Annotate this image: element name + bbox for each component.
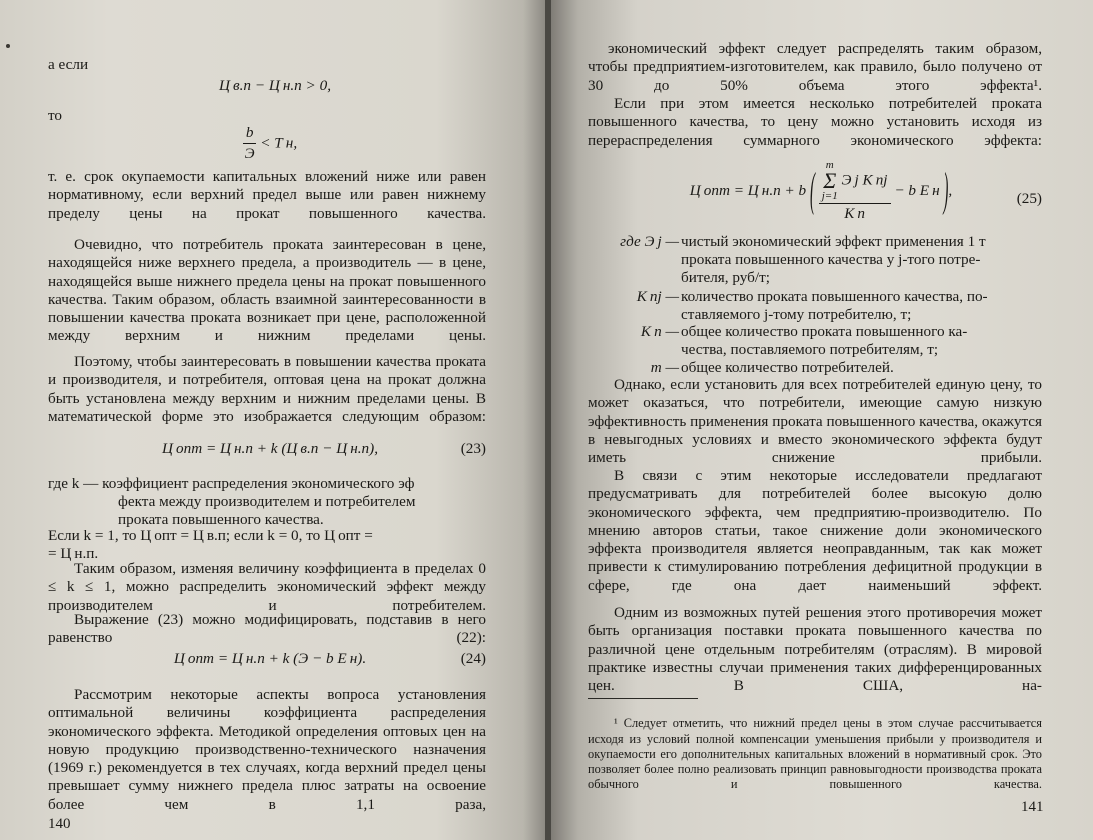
- def-sym-m: m —: [650, 359, 679, 376]
- left-page: [0, 0, 545, 840]
- left-equation-24: Ц опт = Ц н.п + k (Э − b E н).: [173, 650, 367, 667]
- right-equation-25-number: (25): [1016, 190, 1042, 207]
- right-page-number: 141: [1021, 799, 1044, 815]
- right-paragraph-4: В связи с этим некоторые исследователи предлагают предусматривать для потребителей более высокую долю экономического эффекта, чем предприятию-производителю. По мнению авторов статьи, такое снижение доли экономического эффекта производителя является неоправданным, так как может привести к стимулированию потребления дефицитной продукции в сфере, где она дает наименьший эффект.: [588, 467, 1042, 594]
- sum-sign: [822, 160, 838, 202]
- fraction-numerator: b: [243, 124, 257, 144]
- def-Knj-line2: ставляемого j-тому потребителю, т;: [681, 306, 912, 323]
- def-Kn-line1: общее количество проката повышенного ка-: [681, 323, 968, 340]
- fraction-denominator: Э: [244, 145, 255, 163]
- right-footnote: ¹ Следует отметить, что нижний предел цены в этом случае рассчитывается исходя из условий полной компенсации уменьшения прибыли у производителя и окупаемости его дополнительных капитальных вложений в нормативный срок. Это позволяет более полно реализовать принцип равновыгодности производства проката обычного и повышенного качества.: [588, 716, 1042, 792]
- sum-lower-limit: j=1: [821, 190, 838, 202]
- sum-upper-limit: m: [825, 159, 834, 171]
- left-def-k-line3: проката повышенного качества.: [118, 511, 324, 528]
- right-paragraph-5: Одним из возможных путей решения этого противоречия может быть организация поставки проката повышенного качества по различной цене отдельным потребителям (отраслям). В мировой практике известны случаи применения таких дифференцированных цен. В США, на-: [588, 604, 1042, 695]
- left-equation-23: Ц опт = Ц н.п + k (Ц в.п − Ц н.п),: [162, 440, 378, 457]
- left-formula-gt: Ц в.п − Ц н.п > 0,: [218, 77, 331, 94]
- eq25-sum-term: Э j K пj: [841, 171, 888, 189]
- def-sym-Knj: K пj —: [636, 288, 679, 305]
- fraction-inequality: < T н,: [260, 134, 298, 152]
- left-text-to: то: [48, 107, 63, 124]
- left-def-k-line2: фекта между производителем и потребителем: [118, 493, 416, 510]
- eq25-numerator: [819, 160, 891, 204]
- right-page: [551, 0, 1093, 840]
- left-paragraph-6: Рассмотрим некоторые аспекты вопроса установления оптимальной величины коэффициента распределения экономического эффекта. Методикой определения оптовых цен на новую продукцию производственно-технического назначения (1969 г.) рекомендуется в тех случаях, когда верхний предел цены превышает сумму нижнего предела плюс затраты на освоение более чем в 1,1 раза,: [48, 686, 486, 813]
- eq25-denominator: K п: [844, 205, 866, 222]
- left-formula-frac: [180, 124, 360, 164]
- def-sym-Kn: K п —: [640, 323, 679, 340]
- left-paragraph-2: Очевидно, что потребитель проката заинтересован в цене, находящейся ниже верхнего предела, а производитель — в цене, находящейся выше нижнего предела цены на прокат повышенного качества. Таким образом, область взаимной заинтересованности в повышении качества проката возникает при цене, расположенной между верхним и нижним пределами цены.: [48, 236, 486, 345]
- def-Kn-line2: чества, поставляемого потребителям, т;: [681, 341, 939, 358]
- left-paragraph-4: Таким образом, изменяя величину коэффициента в пределах 0 ≤ k ≤ 1, можно распределить экономический эффект между производителем и потребителем.: [48, 560, 486, 614]
- def-sym-Ej: где Э j —: [620, 233, 679, 250]
- eq25-open-paren: (: [809, 165, 815, 218]
- def-Knj-line1: количество проката повышенного качества, по-: [681, 288, 988, 305]
- eq25-close-paren: ): [943, 165, 949, 218]
- eq25-right-part: − b E н: [894, 181, 940, 199]
- left-paragraph-5: Выражение (23) можно модифицировать, подставив в него равенство (22):: [48, 611, 486, 647]
- right-equation-25: [661, 160, 981, 223]
- left-paragraph-3: Поэтому, чтобы заинтересовать в повышении качества проката и производителя, и потребителя, оптовая цена на прокат должна быть установлена между верхним и нижним пределами цены. В математической форме это изображается следующим образом:: [48, 353, 486, 425]
- left-esli-line1: Если k = 1, то Ц опт = Ц в.п; если k = 0, то Ц опт =: [48, 527, 373, 544]
- eq25-fraction: [819, 160, 891, 223]
- def-m-line1: общее количество потребителей.: [681, 359, 894, 376]
- sum-icon: Σ: [823, 168, 837, 193]
- fraction: [243, 124, 257, 164]
- left-text-a-esli: а если: [48, 56, 89, 73]
- footnote-rule: [588, 698, 698, 699]
- def-Ej-line2: проката повышенного качества у j-того потре-: [681, 251, 981, 268]
- right-paragraph-3: Однако, если установить для всех потребителей единую цену, то может оказаться, что потребители, имеющие самую низкую эффективность применения проката повышенного качества, окажутся в невыгодных условиях и вместо экономического эффекта будут иметь снижение прибыли.: [588, 376, 1042, 467]
- eq25-end: ,: [948, 181, 953, 199]
- left-paragraph-1: т. е. срок окупаемости капитальных вложений ниже или равен нормативному, если верхний предел выше или равен нижнему пределу цены на прокат повышенного качества.: [48, 168, 486, 222]
- right-paragraph-1: экономический эффект следует распределять таким образом, чтобы предприятием-изготовителем, как правило, было получено от 30 до 50% объема этого эффекта¹.: [588, 40, 1042, 94]
- left-equation-23-number: (23): [460, 440, 486, 457]
- speck: [6, 44, 10, 48]
- left-page-number: 140: [48, 816, 71, 832]
- left-equation-24-number: (24): [460, 650, 486, 667]
- def-Ej-line3: бителя, руб/т;: [681, 269, 770, 286]
- def-Ej-line1: чистый экономический эффект применения 1 т: [681, 233, 986, 250]
- left-def-k-line1: где k — коэффициент распределения экономического эф: [48, 475, 415, 492]
- left-esli-line2: = Ц н.п.: [48, 545, 99, 562]
- eq25-left-part: Ц опт = Ц н.п + b: [689, 181, 807, 199]
- right-paragraph-2: Если при этом имеется несколько потребителей проката повышенного качества, то цену можно установить исходя из перераспределения суммарного экономического эффекта:: [588, 95, 1042, 149]
